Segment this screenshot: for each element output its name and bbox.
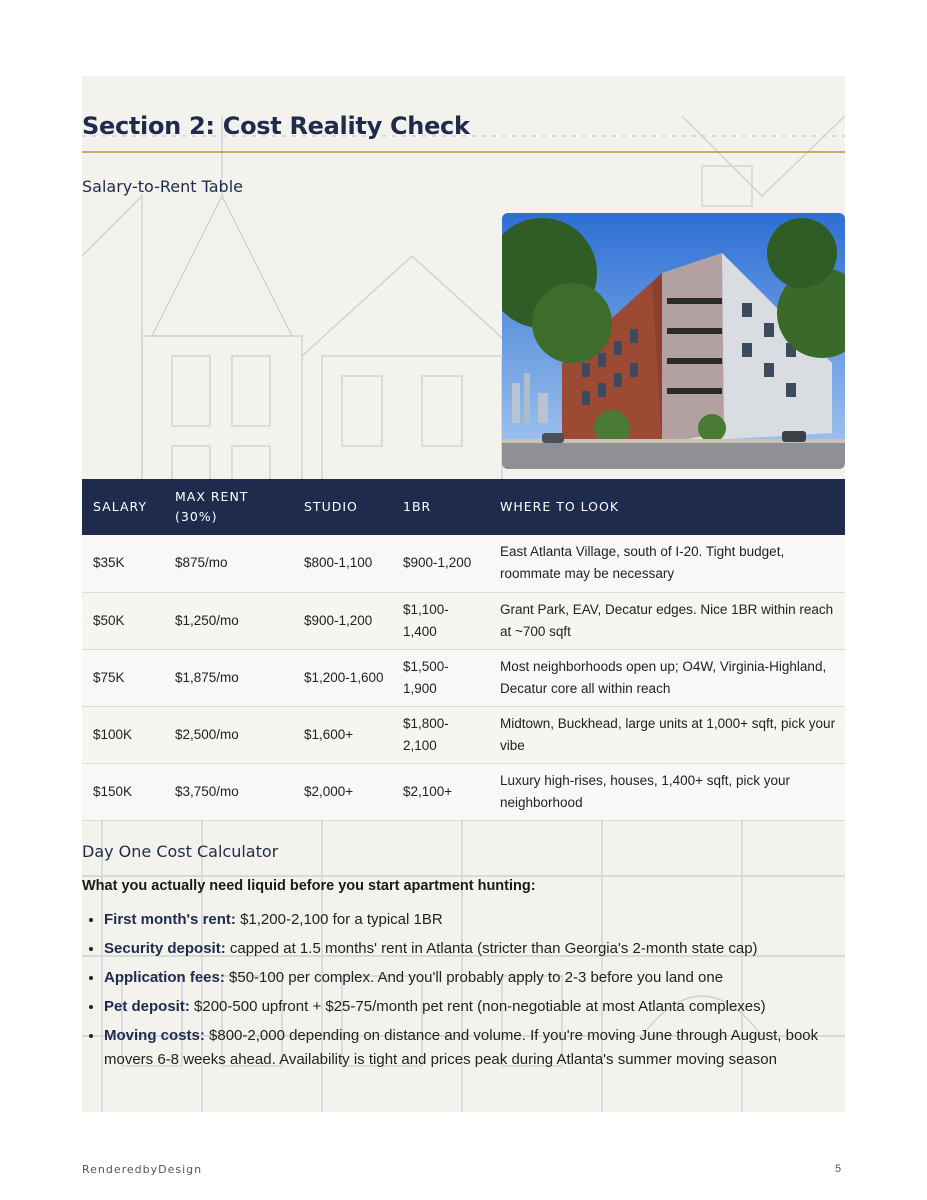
table-row [82,706,845,763]
cell-studio: $1,200-1,600 [304,669,384,685]
header-max-rent: MAX RENT (30%) [175,489,249,524]
cell-1br: $2,100+ [403,783,453,799]
item-label: Pet deposit: [104,998,190,1015]
table-header-row [82,479,845,535]
item-text: $1,200-2,100 for a typical 1BR [240,911,443,928]
calculator-title: Day One Cost Calculator [82,842,279,861]
cell-studio: $900-1,200 [304,612,373,628]
list-item [104,1024,839,1072]
item-text: $800-2,000 depending on distance and volume. If you're moving June through August, book movers 6-8 weeks ahead. Availability is tight and prices peak during Atlanta's summer moving season [104,1027,819,1068]
cell-studio: $2,000+ [304,783,354,799]
cell-max-rent: $2,500/mo [175,726,239,742]
cell-1br: $1,100-1,400 [403,601,449,639]
table-row [82,649,845,706]
header-1br: 1BR [403,499,432,514]
list-item [104,937,839,961]
item-label: Moving costs: [104,1027,205,1044]
item-text: $50-100 per complex. And you'll probably apply to 2-3 before you land one [229,969,724,986]
cell-max-rent: $875/mo [175,555,228,571]
cell-salary: $75K [93,669,125,685]
calculator-lead: What you actually need liquid before you start apartment hunting: [82,878,536,894]
item-text: capped at 1.5 months' rent in Atlanta (stricter than Georgia's 2-month state cap) [229,940,758,957]
table-row [82,763,845,820]
cell-1br: $1,500-1,900 [403,658,449,696]
item-label: Application fees: [104,969,225,986]
table-row [82,535,845,592]
footer-brand: RenderedbyDesign [82,1163,203,1176]
item-text: $200-500 upfront + $25-75/month pet rent (non-negotiable at most Atlanta complexes) [194,998,766,1015]
table-row [82,592,845,649]
cell-1br: $900-1,200 [403,555,472,571]
list-item [104,908,839,932]
cell-max-rent: $1,250/mo [175,612,239,628]
cell-1br: $1,800-2,100 [403,715,449,753]
title-divider [82,151,845,153]
header-where-to-look: WHERE TO LOOK [500,499,620,514]
apartment-building-photo [502,213,845,469]
cell-salary: $50K [93,612,125,628]
cell-studio: $1,600+ [304,726,354,742]
list-item [104,995,839,1019]
cell-where-to-look: Midtown, Buckhead, large units at 1,000+ sqft, pick your vibe [500,715,836,753]
item-label: Security deposit: [104,940,226,957]
item-label: First month's rent: [104,911,236,928]
cell-salary: $35K [93,555,125,571]
cost-list [82,908,839,1077]
salary-rent-table [82,479,845,821]
cell-salary: $150K [93,783,133,799]
cell-max-rent: $1,875/mo [175,669,239,685]
section-title: Section 2: Cost Reality Check [82,112,470,140]
page-panel [82,76,845,1112]
cell-where-to-look: Most neighborhoods open up; O4W, Virginia-Highland, Decatur core all within reach [500,658,827,696]
page-number: 5 [835,1163,842,1175]
header-studio: STUDIO [304,499,358,514]
cell-where-to-look: Grant Park, EAV, Decatur edges. Nice 1BR within reach at ~700 sqft [500,601,834,639]
cell-salary: $100K [93,726,133,742]
cell-where-to-look: East Atlanta Village, south of I-20. Tight budget, roommate may be necessary [500,544,785,582]
header-salary: SALARY [93,499,148,514]
cell-studio: $800-1,100 [304,555,373,571]
table-subtitle: Salary-to-Rent Table [82,177,243,196]
list-item [104,966,839,990]
cell-max-rent: $3,750/mo [175,783,239,799]
cell-where-to-look: Luxury high-rises, houses, 1,400+ sqft, pick your neighborhood [500,772,791,810]
